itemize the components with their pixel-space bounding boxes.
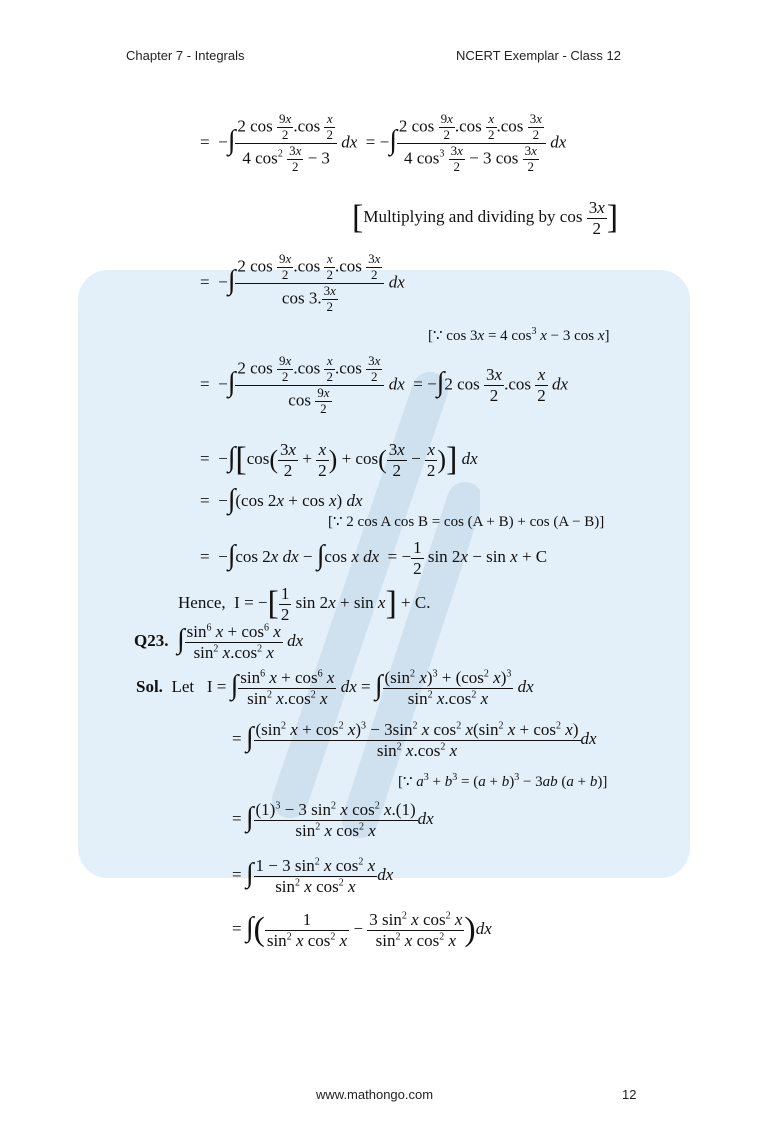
hint-cube-sum: [∵ $a^3 + b^3 = (a + b)^3 - 3ab$ (a + b)] — [398, 772, 608, 790]
header-book: NCERT Exemplar - Class 12 — [456, 48, 621, 63]
equation-line-3: = −∫ 2 cos $\frac{9x}{2}$ .cos $\frac{x}{2}$ .cos $\frac{3x}{2}$ cos $\frac{9x}{2}$ dx = −∫2 cos $\frac{3x}{2}$ .cos $\frac{x}{2}$ dx — [200, 353, 569, 416]
let-label: Let — [171, 676, 195, 696]
equation-line-2: = −∫ 2 cos $\frac{9x}{2}$ .cos $\frac{x}{2}$ .cos $\frac{3x}{2}$ cos 3. $\frac{3x}{2}$ dx — [200, 251, 405, 314]
hence-label: Hence, — [178, 592, 226, 612]
header-chapter: Chapter 7 - Integrals — [126, 48, 245, 63]
hint-product-to-sum: [∵ 2 cos A cos B = cos (A + B) + cos (A − B)] — [328, 514, 605, 530]
question-23: Q23. ∫ $\frac{\sin^6 x + \cos^6 x}{\sin^2 x.\cos^2 x}$ dx — [134, 622, 304, 662]
hint-cos3x: [∵ cos 3x = 4 $\cos^3 x - 3$ cos x] — [428, 326, 610, 344]
multiplying-note: [Multiplying and dividing by cos $\frac{3x}{2}$ ] — [352, 198, 619, 238]
hence-line: Hence, I = −[ $\frac{1}{2}$ sin 2x + sin x] + C. — [178, 584, 431, 624]
solution-label: Sol. — [136, 676, 163, 696]
solution-line-5: = ∫( $\frac{1}{\sin^2 x \cos^2 x}$ − $\frac{3 \sin^2 x \cos^2 x}{\sin^2 x \cos^2 x}$ )dx — [232, 910, 492, 950]
page-number: 12 — [622, 1087, 637, 1102]
equation-line-1: = −∫ 2 cos $\frac{9x}{2}$ .cos $\frac{x}{2}$ 4 $\cos^2$ $\frac{3x}{2}$ − 3 dx = −∫ 2 cos $\frac{9x}{2}$ .cos $\frac{x}{2}$ .cos $\frac{3x}{2}$ 4 $\cos^3$ $\frac{3x}{2}$ − 3 cos $\frac{3x}{2}$ dx — [200, 111, 567, 174]
solution-line-4: = ∫ $\frac{1 - 3 \sin^2 x \cos^2 x}{\sin^2 x \cos^2 x}$ dx — [232, 856, 394, 896]
question-number: Q23. — [134, 630, 169, 650]
equation-line-4: = −∫[cos( $\frac{3x}{2}$ + $\frac{x}{2}$ ) + cos( $\frac{3x}{2}$ − $\frac{x}{2}$ )] dx — [200, 440, 478, 480]
equation-line-5: = −∫(cos 2x + cos x) dx — [200, 484, 363, 515]
solution-line-1: Sol. Let I = ∫ $\frac{\sin^6 x + \cos^6 x}{\sin^2 x.\cos^2 x}$ dx = ∫ $\frac{(\sin^2 x)^3 + (\cos^2 x)^3}{\sin^2 x.\cos^2 x}$ dx — [136, 668, 534, 708]
solution-line-2: = ∫ $\frac{(\sin^2 x + \cos^2 x)^3 - 3\sin^2 x \cos^2 x(\sin^2 x + \cos^2 x)}{\sin^2 x.\cos^2 x}$ dx — [232, 720, 597, 760]
solution-line-3: = ∫ $\frac{(1)^3 - 3 \sin^2 x \cos^2 x.(1)}{\sin^2 x \cos^2 x}$ dx — [232, 800, 434, 840]
multiplying-note-text: Multiplying and dividing by cos — [363, 206, 583, 226]
equation-line-6: = −∫cos 2x dx − ∫cos x dx = − $\frac{1}{2}$ sin 2x − sin x + C — [200, 538, 548, 578]
footer-url[interactable]: www.mathongo.com — [316, 1087, 434, 1102]
